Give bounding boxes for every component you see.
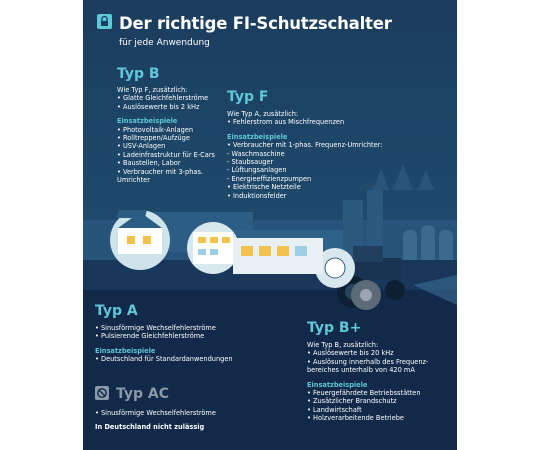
typ-b-plus-feature: • Auslösewerte bis 20 kHz <box>307 349 394 358</box>
typ-b-plus-example: • Zusätzlicher Brandschutz <box>307 397 397 406</box>
typ-f-feature: • Fehlerstrom aus Mischfrequenzen <box>227 118 345 127</box>
page-subtitle: für jede Anwendung <box>119 38 210 48</box>
typ-a-feature: • Sinusförmige Wechselfehlerströme <box>95 324 216 332</box>
typ-ac-note: In Deutschland nicht zulässig <box>95 423 205 432</box>
lock-icon <box>97 14 112 29</box>
typ-a-example: • Deutschland für Standardanwendungen <box>95 355 233 364</box>
typ-f-example: - Lüftungsanlagen <box>227 166 287 175</box>
typ-a-title: Typ A <box>95 303 138 319</box>
typ-ac-block <box>95 409 216 432</box>
typ-f-example: - Waschmaschine <box>227 149 285 158</box>
typ-b-example: Umrichter <box>117 176 150 185</box>
prohibited-icon <box>95 386 109 400</box>
typ-f-example: • Verbraucher mit 1-phas. Frequenz-Umrichter: <box>227 141 383 150</box>
typ-b-example: • Ladeinfrastruktur für E-Cars <box>117 150 215 159</box>
typ-b-plus-intro: Wie Typ B, zusätzlich: <box>307 341 379 349</box>
typ-b-plus-example: • Feuergefährdete Betriebsstätten <box>307 389 421 398</box>
typ-b-feature: • Glatte Gleichfehlerströme <box>117 94 209 103</box>
typ-b-example: • Verbraucher mit 3-phas. <box>117 167 203 176</box>
typ-b-example: • Baustellen, Labor <box>117 159 181 168</box>
typ-b-example: • Rolltreppen/Aufzüge <box>117 134 190 143</box>
typ-b-plus-example: • Landwirtschaft <box>307 405 362 414</box>
typ-ac-title: Typ AC <box>116 386 170 402</box>
typ-b-plus-example: • Holzverarbeitende Betriebe <box>307 414 404 423</box>
typ-b-plus-section-label: Einsatzbeispiele <box>307 380 368 389</box>
typ-b-section-label: Einsatzbeispiele <box>117 117 178 126</box>
typ-f-example: • Induktionsfelder <box>227 191 287 200</box>
typ-b-intro: Wie Typ F, zusätzlich: <box>117 86 188 94</box>
typ-a-feature: • Pulsierende Gleichfehlerströme <box>95 332 205 341</box>
typ-ac-feature: • Sinusförmige Wechselfehlerströme <box>95 409 216 417</box>
typ-b-plus-feature: • Auslösung innerhalb des Frequenz- <box>307 357 429 366</box>
typ-b-plus-feature: bereiches unterhalb von 420 mA <box>307 366 415 375</box>
typ-b-plus-block <box>307 341 428 423</box>
typ-f-example: - Energieeffizienzpumpen <box>227 174 312 183</box>
infographic-poster <box>83 0 457 450</box>
typ-b-feature: • Auslösewerte bis 2 kHz <box>117 102 200 111</box>
typ-b-title: Typ B <box>117 66 160 82</box>
typ-f-block <box>227 110 383 200</box>
typ-b-example: • Photovoltaik-Anlagen <box>117 125 194 134</box>
page-title: Der richtige FI-Schutzschalter <box>119 14 392 33</box>
typ-a-block <box>95 324 233 364</box>
typ-f-title: Typ F <box>227 89 269 105</box>
typ-f-intro: Wie Typ A, zusätzlich: <box>227 110 299 118</box>
typ-a-section-label: Einsatzbeispiele <box>95 346 156 355</box>
typ-f-example: • Elektrische Netzteile <box>227 183 301 192</box>
typ-b-example: • USV-Anlagen <box>117 142 166 151</box>
typ-b-plus-title: Typ B+ <box>307 320 362 336</box>
typ-f-section-label: Einsatzbeispiele <box>227 132 288 141</box>
typ-b-block <box>117 86 215 184</box>
typ-f-example: - Staubsauger <box>227 158 274 167</box>
